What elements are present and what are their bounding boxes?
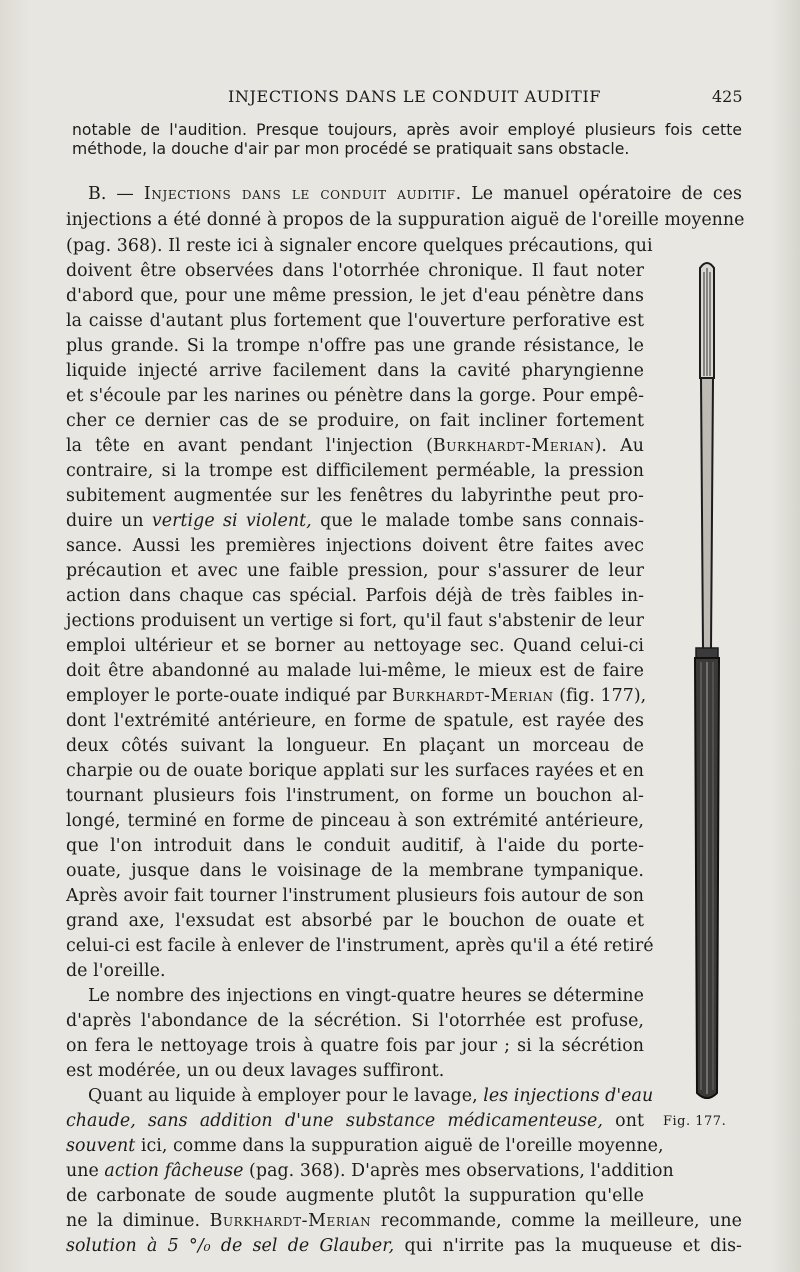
text-line: de carbonate de soude augmente plutôt la suppuration qu'elle xyxy=(66,1186,644,1206)
text-line: emploi ultérieur et se borner au nettoyage sec. Quand celui-ci xyxy=(66,636,644,656)
text-line xyxy=(66,1236,742,1256)
text-line: cher ce dernier cas de se produire, on fait incliner fortement xyxy=(66,411,644,431)
text-line: doit être abandonné au malade lui-même, le mieux est de faire xyxy=(66,661,644,681)
italic-span: souvent xyxy=(66,1136,136,1156)
text-span: recommande, comme la meilleure, une xyxy=(371,1211,742,1231)
text-line: d'abord que, pour une même pression, le jet d'eau pénètre dans xyxy=(66,286,644,306)
text-span: (fig. 177), xyxy=(553,686,647,706)
text-line: précaution et avec une faible pression, pour s'assurer de leur xyxy=(66,561,644,581)
text-line: subitement augmentée sur les fenêtres du labyrinthe peut pro- xyxy=(66,486,644,506)
text-line: d'après l'abondance de la sécrétion. Si l'otorrhée est profuse, xyxy=(66,1011,644,1031)
text-span: la tête en avant pendant l'injection ( xyxy=(66,436,433,456)
author-name: Burkhardt-Merian xyxy=(432,436,595,456)
section-heading-line xyxy=(88,184,742,204)
text-span: une xyxy=(66,1161,105,1181)
italic-span: action fâcheuse xyxy=(104,1161,244,1181)
instrument-shaft xyxy=(701,378,713,650)
text-span: Quant au liquide à employer pour le lavage, xyxy=(88,1086,484,1106)
text-line: ouate, jusque dans le voisinage de la membrane tympanique. xyxy=(66,861,644,881)
instrument-collar xyxy=(696,648,718,658)
text-span: qui n'irrite pas la muqueuse et dis- xyxy=(394,1236,742,1256)
text-line: dont l'extrémité antérieure, en forme de spatule, est rayée des xyxy=(66,711,644,731)
text-line: charpie ou de ouate borique applati sur les surfaces rayées et en xyxy=(66,761,644,781)
text-line: que l'on introduit dans le conduit auditif, à l'aide du porte- xyxy=(66,836,644,856)
text-line: méthode, la douche d'air par mon procédé se pratiquait sans obstacle. xyxy=(72,140,630,158)
text-line xyxy=(66,1136,664,1156)
text-line: Après avoir fait tourner l'instrument plusieurs fois autour de son xyxy=(66,886,644,906)
text-line xyxy=(66,1161,674,1181)
text-line: Le nombre des injections en vingt-quatre heures se détermine xyxy=(88,986,644,1006)
text-line: grand axe, l'exsudat est absorbé par le bouchon de ouate et xyxy=(66,911,644,931)
text-span: . Le manuel opératoire de ces xyxy=(455,184,742,204)
text-span: (pag. 368). D'après mes observations, l'addition xyxy=(243,1161,674,1181)
text-span: ne la diminue. xyxy=(66,1211,210,1231)
text-line xyxy=(66,511,644,531)
text-line: longé, terminé en forme de pinceau à son extrémité antérieure, xyxy=(66,811,644,831)
text-span: ont xyxy=(602,1111,644,1131)
text-span: ). Au xyxy=(594,436,644,456)
text-line: on fera le nettoyage trois à quatre fois par jour ; si la sécrétion xyxy=(66,1036,644,1056)
italic-span: vertige si violent, xyxy=(151,511,312,531)
text-line xyxy=(88,1086,654,1106)
text-line: injections a été donné à propos de la suppuration aiguë de l'oreille moyenne xyxy=(66,210,745,230)
text-line: jections produisent un vertige si fort, qu'il faut s'abstenir de leur xyxy=(66,611,644,631)
text-line xyxy=(66,436,644,456)
section-letter: B. — xyxy=(88,184,144,204)
text-line xyxy=(66,1211,742,1231)
text-line xyxy=(66,686,647,706)
text-line: tournant plusieurs fois l'instrument, on forme un bouchon al- xyxy=(66,786,644,806)
text-line: et s'écoule par les narines ou pénètre dans la gorge. Pour empê- xyxy=(66,386,644,406)
text-line: sance. Aussi les premières injections doivent être faites avec xyxy=(66,536,644,556)
running-title: INJECTIONS DANS LE CONDUIT AUDITIF xyxy=(228,87,602,106)
text-line: est modérée, un ou deux lavages suffiront. xyxy=(66,1061,445,1081)
text-span: ici, comme dans la suppuration aiguë de l'oreille moyenne, xyxy=(135,1136,664,1156)
text-line: la caisse d'autant plus fortement que l'ouverture perforative est xyxy=(66,311,644,331)
text-line: notable de l'audition. Presque toujours, après avoir employé plusieurs fois cette xyxy=(72,121,742,139)
text-span: duire un xyxy=(66,511,152,531)
italic-span: solution à 5 °/₀ de sel de Glauber, xyxy=(66,1236,395,1256)
text-line: deux côtés suivant la longueur. En plaçant un morceau de xyxy=(66,736,644,756)
page-header xyxy=(0,87,800,111)
section-title: Injections dans le conduit auditif xyxy=(143,184,456,204)
text-line: liquide injecté arrive facilement dans la cavité pharyngienne xyxy=(66,361,644,381)
text-line: action dans chaque cas spécial. Parfois déjà de très faibles in- xyxy=(66,586,644,606)
author-name: Burkhardt-Merian xyxy=(391,686,554,706)
author-name: Burkhardt-Merian xyxy=(209,1211,372,1231)
page-number: 425 xyxy=(712,87,743,106)
italic-span: chaude, sans addition d'une substance médicamenteuse, xyxy=(66,1111,603,1131)
italic-span: les injections d'eau xyxy=(483,1086,654,1106)
text-span: que le malade tombe sans connais- xyxy=(311,511,644,531)
instrument-illustration xyxy=(682,258,732,1108)
text-line: celui-ci est facile à enlever de l'instrument, après qu'il a été retiré xyxy=(66,936,654,956)
text-span: employer le porte-ouate indiqué par xyxy=(66,686,392,706)
figure-caption: Fig. 177. xyxy=(663,1114,727,1129)
text-line: plus grande. Si la trompe n'offre pas une grande résistance, le xyxy=(66,336,644,356)
text-line: contraire, si la trompe est difficilement perméable, la pression xyxy=(66,461,644,481)
text-line: doivent être observées dans l'otorrhée chronique. Il faut noter xyxy=(66,261,644,281)
text-line xyxy=(66,1111,644,1131)
text-line: (pag. 368). Il reste ici à signaler encore quelques précautions, qui xyxy=(66,236,653,256)
text-line: de l'oreille. xyxy=(66,961,166,981)
